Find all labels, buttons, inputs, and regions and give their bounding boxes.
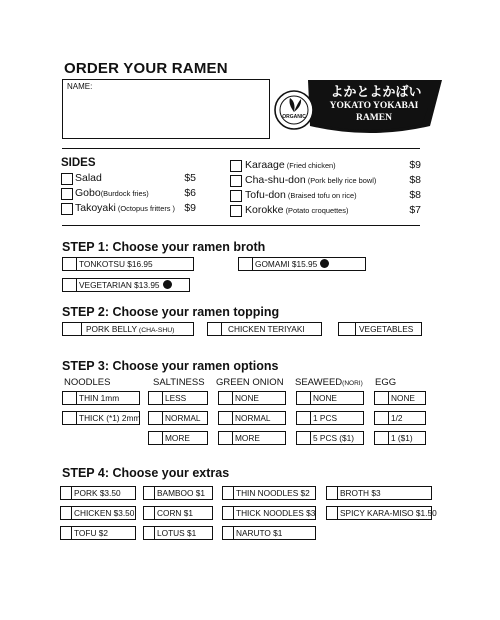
extra-option[interactable]: THICK NOODLES $3 bbox=[222, 506, 316, 520]
side-price: $8 bbox=[409, 189, 421, 201]
side-item: Takoyaki (Octopus fritters ) bbox=[75, 202, 175, 214]
green-onion-option[interactable]: NONE bbox=[218, 391, 286, 405]
extra-option[interactable]: BROTH $3 bbox=[326, 486, 432, 500]
side-checkbox-takoyaki[interactable] bbox=[61, 203, 73, 215]
vegan-icon bbox=[320, 259, 329, 268]
logo-ramen: RAMEN bbox=[356, 113, 392, 123]
seaweed-option[interactable]: NONE bbox=[296, 391, 364, 405]
noodles-option[interactable]: THIN 1mm bbox=[62, 391, 140, 405]
topping-option-chicken-teriyaki[interactable]: CHICKEN TERIYAKI bbox=[207, 322, 322, 336]
side-item: Gobo(Burdock fries) bbox=[75, 187, 149, 199]
broth-option-gomami[interactable]: GOMAMI $15.95 bbox=[238, 257, 366, 271]
extra-option[interactable]: CORN $1 bbox=[143, 506, 213, 520]
organic-badge: ORGANIC bbox=[282, 114, 306, 120]
step2-heading: STEP 2: Choose your ramen topping bbox=[62, 305, 280, 319]
extra-option[interactable]: LOTUS $1 bbox=[143, 526, 213, 540]
saltiness-option[interactable]: LESS bbox=[148, 391, 208, 405]
step4-heading: STEP 4: Choose your extras bbox=[62, 466, 230, 480]
step1-heading: STEP 1: Choose your ramen broth bbox=[62, 240, 266, 254]
side-price: $7 bbox=[409, 204, 421, 216]
divider bbox=[62, 148, 420, 149]
saltiness-option[interactable]: MORE bbox=[148, 431, 208, 445]
seaweed-option[interactable]: 1 PCS bbox=[296, 411, 364, 425]
side-item: Salad bbox=[75, 172, 102, 184]
extra-option[interactable]: PORK $3.50 bbox=[60, 486, 136, 500]
side-price: $9 bbox=[184, 202, 196, 214]
topping-option-vegetables[interactable]: VEGETABLES bbox=[338, 322, 422, 336]
extra-option[interactable]: SPICY KARA-MISO $1.50 bbox=[326, 506, 432, 520]
option-heading-noodles: NOODLES bbox=[64, 377, 111, 388]
side-checkbox-karaage[interactable] bbox=[230, 160, 242, 172]
sides-heading: SIDES bbox=[61, 157, 96, 169]
step3-heading: STEP 3: Choose your ramen options bbox=[62, 359, 279, 373]
side-price: $9 bbox=[409, 159, 421, 171]
extra-option[interactable]: CHICKEN $3.50 bbox=[60, 506, 136, 520]
side-price: $6 bbox=[184, 187, 196, 199]
side-checkbox-tofu-don[interactable] bbox=[230, 190, 242, 202]
seaweed-option[interactable]: 5 PCS ($1) bbox=[296, 431, 364, 445]
egg-option[interactable]: NONE bbox=[374, 391, 426, 405]
extra-option[interactable]: NARUTO $1 bbox=[222, 526, 316, 540]
egg-option[interactable]: 1 ($1) bbox=[374, 431, 426, 445]
topping-option-pork-belly[interactable]: PORK BELLY (CHA-SHU) bbox=[62, 322, 194, 336]
side-item: Cha-shu-don (Pork belly rice bowl) bbox=[245, 174, 377, 186]
name-label: NAME: bbox=[67, 82, 93, 91]
vegan-icon bbox=[163, 280, 172, 289]
side-checkbox-gobo[interactable] bbox=[61, 188, 73, 200]
logo-name: YOKATO YOKABAI bbox=[329, 101, 419, 111]
side-price: $8 bbox=[409, 174, 421, 186]
option-heading-egg: EGG bbox=[375, 377, 397, 388]
egg-option[interactable]: 1/2 bbox=[374, 411, 426, 425]
side-price: $5 bbox=[184, 172, 196, 184]
option-heading-seaweed: SEAWEED(NORI) bbox=[295, 377, 363, 388]
side-item: Korokke (Potato croquettes) bbox=[245, 204, 349, 216]
extra-option[interactable]: TOFU $2 bbox=[60, 526, 136, 540]
broth-option-vegetarian[interactable]: VEGETARIAN $13.95 bbox=[62, 278, 190, 292]
restaurant-logo bbox=[270, 78, 442, 140]
option-heading-saltiness: SALTINESS bbox=[153, 377, 205, 388]
side-checkbox-korokke[interactable] bbox=[230, 205, 242, 217]
broth-option-tonkotsu[interactable]: TONKOTSU $16.95 bbox=[62, 257, 194, 271]
page-title: ORDER YOUR RAMEN bbox=[64, 60, 228, 77]
extra-option[interactable]: THIN NOODLES $2 bbox=[222, 486, 316, 500]
side-checkbox-cha-shu-don[interactable] bbox=[230, 175, 242, 187]
divider bbox=[62, 225, 420, 226]
side-item: Karaage (Fried chicken) bbox=[245, 159, 336, 171]
green-onion-option[interactable]: NORMAL bbox=[218, 411, 286, 425]
option-heading-green-onion: GREEN ONION bbox=[216, 377, 284, 388]
side-item: Tofu-don (Braised tofu on rice) bbox=[245, 189, 357, 201]
side-checkbox-salad[interactable] bbox=[61, 173, 73, 185]
noodles-option[interactable]: THICK (*1) 2mm bbox=[62, 411, 140, 425]
green-onion-option[interactable]: MORE bbox=[218, 431, 286, 445]
name-field[interactable] bbox=[62, 79, 270, 139]
logo-japanese: よかとよかばい bbox=[330, 85, 422, 100]
saltiness-option[interactable]: NORMAL bbox=[148, 411, 208, 425]
extra-option[interactable]: BAMBOO $1 bbox=[143, 486, 213, 500]
